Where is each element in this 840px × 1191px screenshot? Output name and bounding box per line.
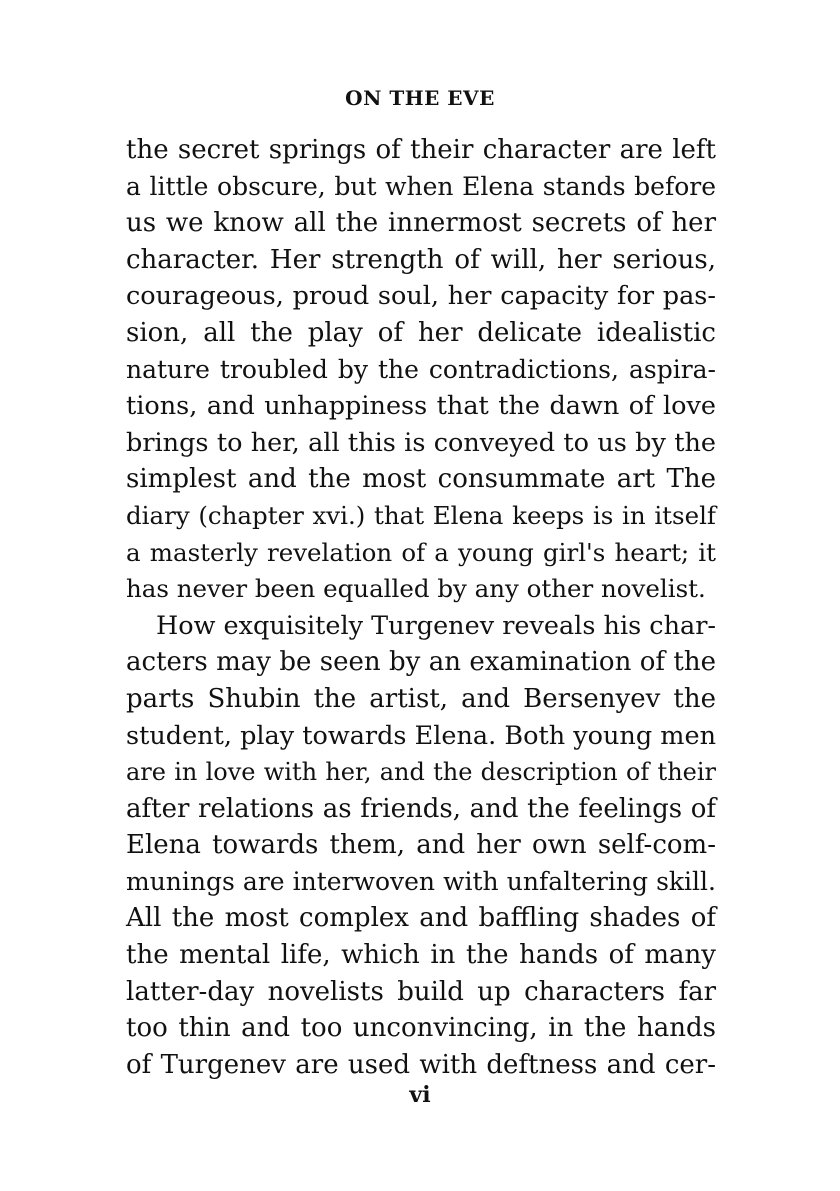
text-line: acters may be seen by an examination of the <box>126 647 716 678</box>
text-line: Elena towards them, and her own self-com- <box>126 830 716 861</box>
text-line: the mental life, which in the hands of many <box>126 940 716 971</box>
text-line: a little obscure, but when Elena stands before <box>126 171 716 201</box>
text-line: after relations as friends, and the feelings of <box>126 793 716 824</box>
running-head: ON THE EVE <box>345 86 495 110</box>
text-line: How exquisitely Turgenev reveals his char- <box>156 610 717 641</box>
text-line: tions, and unhappiness that the dawn of love <box>126 391 716 422</box>
text-line: too thin and too unconvincing, in the hands <box>126 1013 716 1044</box>
text-line: are in love with her, and the description of their <box>126 758 716 787</box>
text-line: munings are interwoven with unfaltering skill. <box>126 866 716 896</box>
text-line: the secret springs of their character are left <box>126 135 716 165</box>
text-line: All the most complex and baffling shades of <box>126 903 716 934</box>
text-line: nature troubled by the contradictions, aspira- <box>126 354 716 384</box>
text-line: brings to her, all this is conveyed to us by the <box>126 427 716 458</box>
text-line: of Turgenev are used with deftness and cer- <box>126 1049 716 1080</box>
text-line: latter-day novelists build up characters far <box>126 976 716 1007</box>
text-line: student, play towards Elena. Both young men <box>126 720 716 751</box>
text-line: sion, all the play of her delicate idealistic <box>126 317 716 348</box>
text-line: parts Shubin the artist, and Bersenyev the <box>126 683 716 714</box>
page-number: vi <box>409 1082 431 1108</box>
text-line: simplest and the most consummate art The <box>126 464 716 495</box>
text-line: a masterly revelation of a young girl's heart; it <box>126 537 716 567</box>
text-line: has never been equalled by any other novelist. <box>126 574 706 604</box>
body-text <box>126 132 716 1083</box>
text-line: us we know all the innermost secrets of her <box>126 208 716 239</box>
text-line: diary (chapter xvi.) that Elena keeps is in itself <box>126 500 716 530</box>
text-line: character. Her strength of will, her serious, <box>126 244 716 275</box>
text-line: courageous, proud soul, her capacity for pas- <box>126 281 716 312</box>
